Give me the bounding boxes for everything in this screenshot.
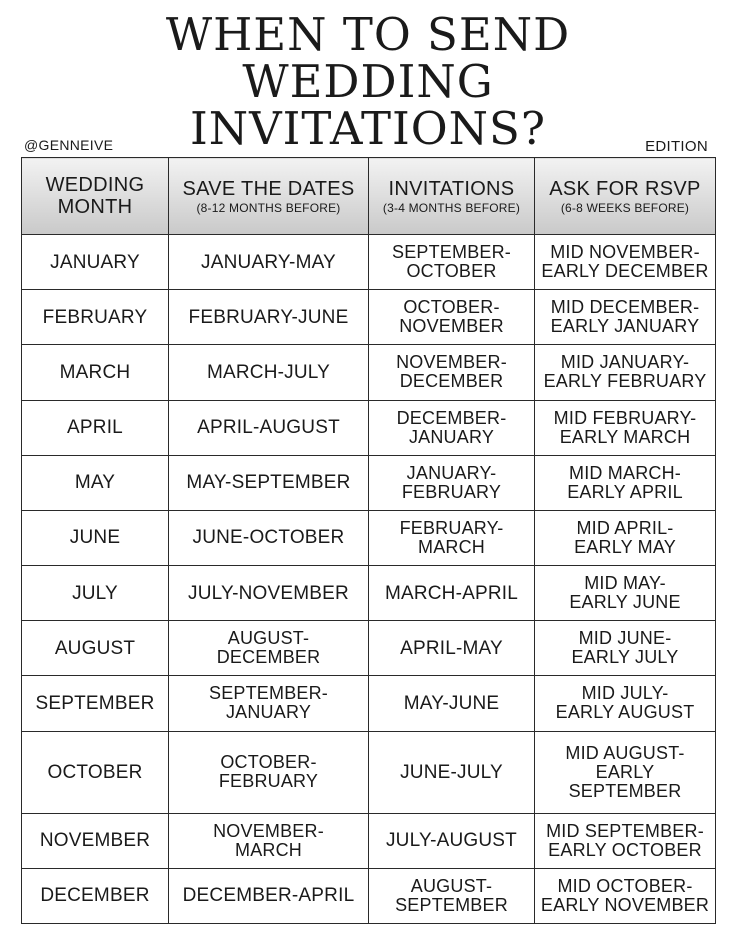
cell-ask-for-rsvp-line: EARLY JUNE xyxy=(569,592,681,613)
cell-ask-for-rsvp-line: MID OCTOBER- xyxy=(557,875,693,896)
cell-invitations-line: SEPTEMBER xyxy=(395,894,508,915)
cell-save-the-dates-line: APRIL-AUGUST xyxy=(197,417,340,439)
cell-ask-for-rsvp-line: EARLY OCTOBER xyxy=(548,839,702,860)
cell-ask-for-rsvp-line: EARLY MARCH xyxy=(559,426,691,447)
cell-save-the-dates-line: JUNE-OCTOBER xyxy=(192,527,345,549)
cell-ask-for-rsvp xyxy=(535,510,716,565)
table-body xyxy=(22,235,716,924)
cell-ask-for-rsvp-line: MID MAY- xyxy=(584,573,666,594)
header-save-the-dates-label: SAVE THE DATES xyxy=(182,177,355,200)
cell-invitations-line: JULY-AUGUST xyxy=(385,830,517,852)
cell-ask-for-rsvp-line: EARLY NOVEMBER xyxy=(540,894,710,915)
cell-ask-for-rsvp-line: MID SEPTEMBER- xyxy=(546,820,704,841)
cell-invitations xyxy=(369,345,535,400)
cell-invitations xyxy=(369,510,535,565)
cell-ask-for-rsvp xyxy=(535,731,716,813)
cell-wedding-month: JULY xyxy=(22,566,169,621)
cell-invitations xyxy=(369,676,535,731)
cell-ask-for-rsvp xyxy=(535,455,716,510)
cell-save-the-dates xyxy=(169,731,369,813)
header-wedding-month xyxy=(22,158,169,235)
cell-invitations-line: OCTOBER- xyxy=(403,297,500,318)
table-row xyxy=(22,455,716,510)
cell-invitations xyxy=(369,566,535,621)
cell-wedding-month: SEPTEMBER xyxy=(22,676,169,731)
edition-label: EDITION xyxy=(645,138,708,155)
table-row xyxy=(22,868,716,923)
header-save-the-dates xyxy=(169,158,369,235)
cell-invitations xyxy=(369,235,535,290)
cell-invitations-line: JANUARY xyxy=(408,426,495,447)
header-wedding-month-line-1: WEDDING xyxy=(45,174,145,196)
table-row xyxy=(22,510,716,565)
cell-ask-for-rsvp-line: EARLY APRIL xyxy=(567,481,683,502)
cell-invitations-line: MAY-JUNE xyxy=(403,692,500,714)
cell-save-the-dates xyxy=(169,345,369,400)
cell-save-the-dates xyxy=(169,235,369,290)
cell-ask-for-rsvp xyxy=(535,345,716,400)
cell-invitations-line: JANUARY- xyxy=(406,462,497,483)
table-header xyxy=(22,158,716,235)
cell-ask-for-rsvp xyxy=(535,235,716,290)
cell-invitations-line: SEPTEMBER- xyxy=(391,242,512,263)
cell-ask-for-rsvp-line: MID DECEMBER- xyxy=(550,297,700,318)
table-row xyxy=(22,621,716,676)
cell-invitations xyxy=(369,290,535,345)
cell-save-the-dates-line: JANUARY xyxy=(225,702,312,723)
cell-invitations-line: MARCH xyxy=(418,536,485,557)
table-row xyxy=(22,813,716,868)
cell-wedding-month: JANUARY xyxy=(22,235,169,290)
cell-save-the-dates xyxy=(169,813,369,868)
table-row xyxy=(22,731,716,813)
cell-save-the-dates xyxy=(169,400,369,455)
cell-save-the-dates xyxy=(169,290,369,345)
cell-ask-for-rsvp xyxy=(535,290,716,345)
table-row xyxy=(22,400,716,455)
header-invitations xyxy=(369,158,535,235)
cell-invitations-line: APRIL-MAY xyxy=(400,637,503,659)
header-ask-for-rsvp-label: ASK FOR RSVP xyxy=(549,177,701,200)
cell-save-the-dates-line: FEBRUARY xyxy=(218,771,319,792)
cell-ask-for-rsvp-line: EARLY AUGUST xyxy=(555,702,695,723)
cell-ask-for-rsvp-line: MID FEBRUARY- xyxy=(553,407,697,428)
table-row xyxy=(22,235,716,290)
cell-wedding-month: NOVEMBER xyxy=(22,813,169,868)
author-handle: @GENNEIVE xyxy=(24,137,114,153)
cell-ask-for-rsvp xyxy=(535,400,716,455)
cell-wedding-month: JUNE xyxy=(22,510,169,565)
cell-ask-for-rsvp-line: EARLY SEPTEMBER xyxy=(568,761,682,801)
cell-invitations xyxy=(369,813,535,868)
table-row xyxy=(22,345,716,400)
cell-ask-for-rsvp-line: MID JULY- xyxy=(581,683,669,704)
header-row xyxy=(22,158,716,235)
cell-ask-for-rsvp-line: EARLY JANUARY xyxy=(550,316,700,337)
cell-wedding-month: MAY xyxy=(22,455,169,510)
cell-ask-for-rsvp-line: EARLY FEBRUARY xyxy=(543,371,707,392)
cell-ask-for-rsvp-line: EARLY DECEMBER xyxy=(541,261,709,282)
cell-invitations-line: DECEMBER- xyxy=(396,407,507,428)
cell-invitations xyxy=(369,455,535,510)
header-save-the-dates-sub: (8-12 MONTHS BEFORE) xyxy=(196,200,341,215)
cell-ask-for-rsvp-line: MID NOVEMBER- xyxy=(550,242,700,263)
cell-save-the-dates xyxy=(169,676,369,731)
cell-invitations xyxy=(369,868,535,923)
cell-wedding-month: MARCH xyxy=(22,345,169,400)
cell-invitations xyxy=(369,731,535,813)
header-wedding-month-line-2: MONTH xyxy=(57,196,133,218)
cell-save-the-dates-line: MARCH xyxy=(235,839,302,860)
cell-ask-for-rsvp-line: EARLY MAY xyxy=(574,536,676,557)
header-invitations-sub: (3-4 MONTHS BEFORE) xyxy=(382,200,521,215)
cell-ask-for-rsvp xyxy=(535,676,716,731)
cell-save-the-dates xyxy=(169,621,369,676)
page-title-line-3: INVITATIONS? xyxy=(189,102,547,155)
cell-ask-for-rsvp-line: MID JANUARY- xyxy=(560,352,690,373)
cell-invitations-line: AUGUST- xyxy=(410,875,493,896)
invitation-timeline-table xyxy=(21,157,716,924)
cell-invitations xyxy=(369,400,535,455)
cell-save-the-dates-line: JANUARY-MAY xyxy=(201,251,336,273)
cell-invitations-line: OCTOBER xyxy=(406,261,497,282)
header-invitations-label: INVITATIONS xyxy=(388,177,515,200)
cell-save-the-dates-line: FEBRUARY-JUNE xyxy=(188,306,349,328)
cell-ask-for-rsvp-line: EARLY JULY xyxy=(571,647,679,668)
cell-ask-for-rsvp xyxy=(535,813,716,868)
cell-wedding-month: OCTOBER xyxy=(22,731,169,813)
cell-invitations-line: DECEMBER xyxy=(399,371,504,392)
cell-wedding-month: APRIL xyxy=(22,400,169,455)
cell-save-the-dates-line: DECEMBER-APRIL xyxy=(182,885,355,907)
cell-save-the-dates-line: OCTOBER- xyxy=(220,752,317,773)
page-title-line-1: WHEN TO SEND xyxy=(165,8,571,61)
table-row xyxy=(22,290,716,345)
cell-wedding-month: DECEMBER xyxy=(22,868,169,923)
cell-ask-for-rsvp-line: MID AUGUST- xyxy=(565,742,685,763)
cell-save-the-dates-line: DECEMBER xyxy=(216,647,321,668)
cell-ask-for-rsvp xyxy=(535,566,716,621)
cell-invitations xyxy=(369,621,535,676)
cell-invitations-line: MARCH-APRIL xyxy=(384,582,519,604)
cell-invitations-line: NOVEMBER xyxy=(399,316,504,337)
cell-save-the-dates-line: MAY-SEPTEMBER xyxy=(186,472,351,494)
header-ask-for-rsvp xyxy=(535,158,716,235)
cell-save-the-dates-line: JULY-NOVEMBER xyxy=(188,582,349,604)
cell-save-the-dates xyxy=(169,455,369,510)
cell-save-the-dates-line: MARCH-JULY xyxy=(206,361,331,383)
header-ask-for-rsvp-sub: (6-8 WEEKS BEFORE) xyxy=(560,200,690,215)
table-row xyxy=(22,566,716,621)
cell-ask-for-rsvp xyxy=(535,868,716,923)
table-row xyxy=(22,676,716,731)
cell-ask-for-rsvp-line: MID APRIL- xyxy=(576,517,674,538)
cell-invitations-line: FEBRUARY- xyxy=(399,517,504,538)
cell-ask-for-rsvp xyxy=(535,621,716,676)
cell-invitations-line: JUNE-JULY xyxy=(400,761,503,783)
cell-ask-for-rsvp-line: MID MARCH- xyxy=(569,462,681,483)
cell-save-the-dates-line: SEPTEMBER- xyxy=(208,683,329,704)
cell-save-the-dates xyxy=(169,510,369,565)
cell-wedding-month: AUGUST xyxy=(22,621,169,676)
cell-save-the-dates-line: AUGUST- xyxy=(227,628,310,649)
cell-invitations-line: NOVEMBER- xyxy=(396,352,507,373)
cell-wedding-month: FEBRUARY xyxy=(22,290,169,345)
cell-ask-for-rsvp-line: MID JUNE- xyxy=(578,628,672,649)
page-title-line-2: WEDDING xyxy=(242,55,494,108)
cell-save-the-dates-line: NOVEMBER- xyxy=(213,820,324,841)
cell-save-the-dates xyxy=(169,566,369,621)
cell-save-the-dates xyxy=(169,868,369,923)
cell-invitations-line: FEBRUARY xyxy=(401,481,502,502)
